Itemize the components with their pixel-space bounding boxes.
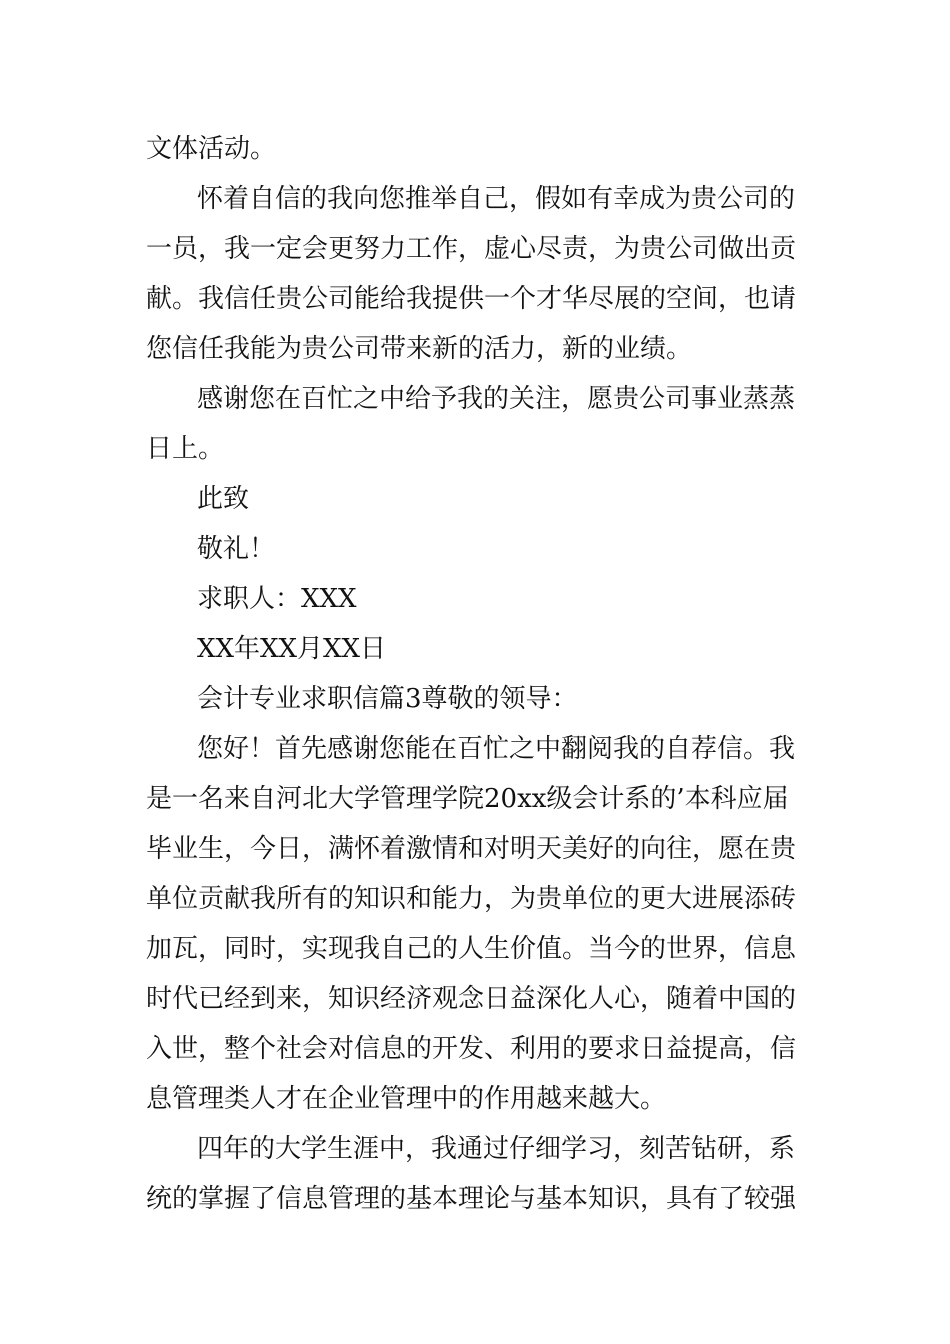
salutation-line: 敬礼！ (197, 534, 276, 564)
text-line: 日上。 (146, 434, 225, 464)
date-line: XX年XX月XX日 (197, 634, 387, 664)
text-line: 单位贡献我所有的知识和能力，为贵单位的更大进展添砖 (146, 884, 797, 914)
paragraph-start-line: 四年的大学生涯中，我通过仔细学习，刻苦钻研，系 (197, 1134, 796, 1164)
paragraph-start-line: 感谢您在百忙之中给予我的关注，愿贵公司事业蒸蒸 (197, 384, 796, 414)
closing-line: 此致 (197, 484, 250, 514)
text-line: 毕业生，今日，满怀着激情和对明天美好的向往，愿在贵 (146, 834, 797, 864)
applicant-line: 求职人：XXX (197, 584, 357, 614)
section-heading-line: 会计专业求职信篇3尊敬的领导： (197, 684, 578, 714)
paragraph-start-line: 您好！首先感谢您能在百忙之中翻阅我的自荐信。我 (197, 734, 796, 764)
text-line: 是一名来自河北大学管理学院20xx级会计系的’本科应届 (146, 784, 789, 814)
text-line: 文体活动。 (146, 134, 277, 164)
text-line: 统的掌握了信息管理的基本理论与基本知识，具有了较强 (146, 1184, 797, 1214)
text-line: 入世，整个社会对信息的开发、利用的要求日益提高，信 (146, 1034, 797, 1064)
paragraph-start-line: 怀着自信的我向您推举自己，假如有幸成为贵公司的 (197, 184, 796, 214)
text-line: 您信任我能为贵公司带来新的活力，新的业绩。 (146, 334, 693, 364)
text-line: 时代已经到来，知识经济观念日益深化人心，随着中国的 (146, 984, 797, 1014)
text-line: 献。我信任贵公司能给我提供一个才华尽展的空间，也请 (146, 284, 797, 314)
text-line: 一员，我一定会更努力工作，虚心尽责，为贵公司做出贡 (146, 234, 797, 264)
text-line: 加瓦，同时，实现我自己的人生价值。当今的世界，信息 (146, 934, 797, 964)
text-line: 息管理类人才在企业管理中的作用越来越大。 (146, 1084, 667, 1114)
